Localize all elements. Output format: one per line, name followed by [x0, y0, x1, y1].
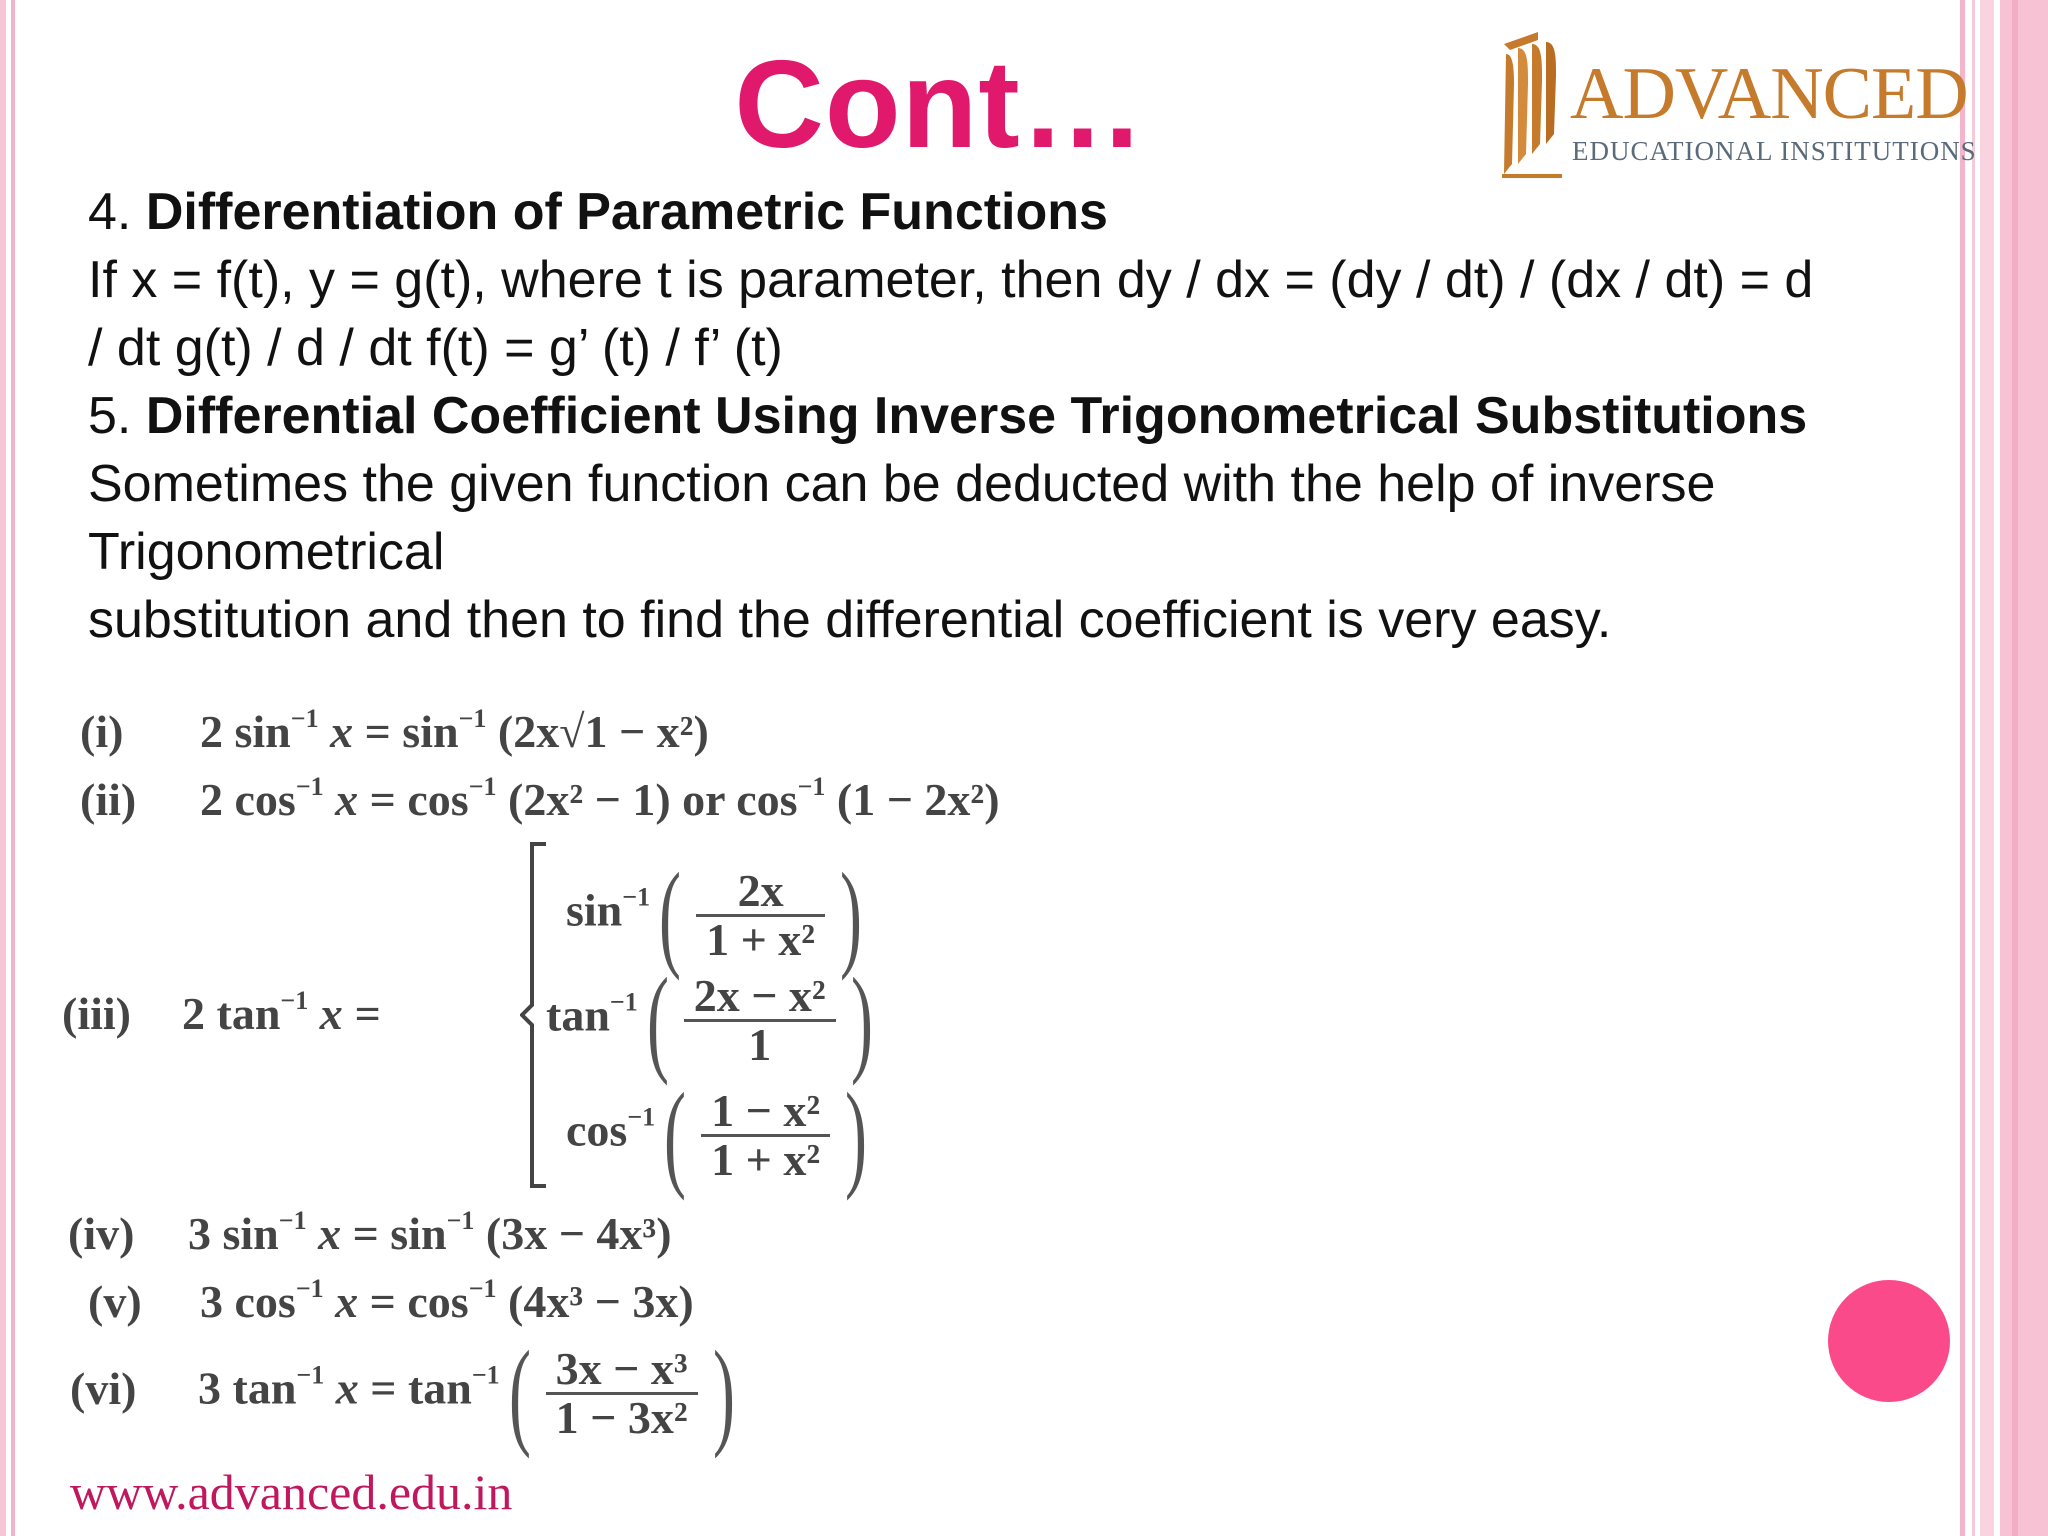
body-text	[88, 178, 1968, 654]
section4-heading: Differentiation of Parametric Functions	[145, 183, 1108, 241]
formula-vi: (vi) 3 $\tan^{-1} x = \tan^{-1}$( $\frac{\text{3x − x³}}{\text{1 − 3x²}}$ )	[70, 1326, 735, 1459]
logo-wordmark: ADVANCED	[1570, 53, 1968, 135]
section4-line1: If x = f(t), y = g(t), where t is parameter, then dy / dx = (dy / dt) / (dx / dt) = d	[88, 251, 1814, 309]
section5-line3: substitution and then to find the differential coefficient is very easy.	[88, 591, 1612, 649]
formula-i: (i) 2 $\sin^{-1} x = \sin^{-1} (2x√1 - x^2)$	[80, 704, 709, 757]
formula-ii: (ii) 2 $\cos^{-1} x = \cos^{-1} (2x^2 - 1)$ or $\cos^{-1} (1 - 2x^2)$	[80, 772, 1000, 825]
pink-circle-decoration	[1828, 1280, 1950, 1402]
formula-v: (v) 3 $\cos^{-1} x = \cos^{-1} (4x^3 - 3x)$	[88, 1274, 694, 1327]
formula-iii-case1: $\sin^{-1}$( $\frac{2x}{\text{1 + x²}}$ )	[566, 848, 863, 981]
section4-heading-line: 4. Differentiation of Parametric Functions	[88, 183, 1108, 241]
formula-iii-case3: $\cos^{-1}$( $\frac{\text{1 − x²}}{\text{1 + x²}}$ )	[566, 1068, 868, 1201]
pillars-logo-icon	[1498, 24, 1574, 194]
advanced-logo	[1498, 24, 1977, 194]
left-border-decoration	[0, 0, 18, 1536]
website-url: www.advanced.edu.in	[70, 1464, 513, 1520]
section5-line1: Sometimes the given function can be deducted with the help of inverse	[88, 455, 1716, 513]
section5-heading-line: 5. Differential Coefficient Using Inverse Trigonometrical Substitutions	[88, 387, 1808, 445]
formula-iii: (iii) 2 $\tan^{-1} x$ =	[62, 986, 381, 1039]
section4-line2: / dt g(t) / d / dt f(t) = g’ (t) / f’ (t)	[88, 319, 783, 377]
slide-title: Cont…	[734, 36, 1146, 174]
formula-iv: (iv) 3 $\sin^{-1} x = \sin^{-1} (3x - 4x^3)$	[68, 1206, 672, 1259]
logo-subtitle: EDUCATIONAL INSTITUTIONS	[1572, 136, 1977, 166]
formula-iii-case2: $\tan^{-1}$( $\frac{\text{2x − x²}}{1}$ )	[546, 953, 873, 1086]
section5-heading: Differential Coefficient Using Inverse Trigonometrical Substitutions	[145, 387, 1808, 445]
section5-line2: Trigonometrical	[88, 523, 445, 581]
right-stripe-decoration	[1960, 0, 2048, 1536]
